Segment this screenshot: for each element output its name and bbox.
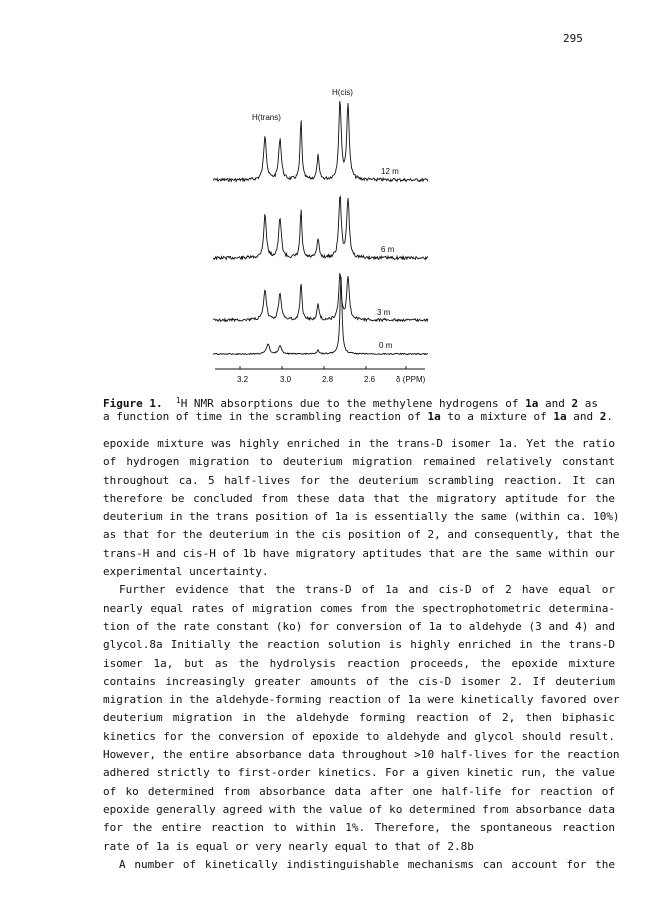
caption-compound: 1a xyxy=(427,410,441,423)
caption-compound: 2 xyxy=(571,397,579,410)
caption-word: as xyxy=(584,397,598,410)
body-line: deuterium migration in the aldehyde forming reaction of 2, then biphasic xyxy=(103,711,615,725)
body-line: migration in the aldehyde-forming reaction of 1a were kinetically favored over xyxy=(103,693,620,707)
body-line: epoxide mixture was highly enriched in the trans-D isomer 1a. Yet the ratio xyxy=(103,437,615,450)
body-line: isomer 1a, but as the hydrolysis reaction proceeds, the epoxide mixture xyxy=(103,656,615,670)
tick-label-2.8: 2.8 xyxy=(322,375,334,384)
axis-unit-label: δ (PPM) xyxy=(396,375,426,384)
peak-label-trans: H(trans) xyxy=(252,113,281,122)
tick-label-3.0: 3.0 xyxy=(280,375,292,384)
body-line: A number of kinetically indistinguishable mechanisms can account for the xyxy=(119,857,615,871)
body-line: epoxide generally agreed with the value of ko determined from absorbance data xyxy=(103,802,615,816)
body-line: rate of 1a is equal or very nearly equal to that of 2.8b xyxy=(103,839,474,853)
caption-label: Figure 1. xyxy=(103,397,163,410)
caption-compound: 1a xyxy=(525,397,539,410)
trace-label-12m: 12 m xyxy=(381,167,399,176)
body-line: nearly equal rates of migration comes from the spectrophotometric determina- xyxy=(103,601,615,615)
page-number: 295 xyxy=(563,32,583,45)
caption-compound: 2 xyxy=(599,410,607,423)
body-line: However, the entire absorbance data throughout >10 half-lives for the reaction xyxy=(103,748,620,762)
body-line: Further evidence that the trans-D of 1a and cis-D of 2 have equal or xyxy=(119,583,615,597)
caption-text-3: to a mixture of xyxy=(447,410,547,423)
nmr-figure xyxy=(0,0,663,400)
body-line: kinetics for the conversion of epoxide to aldehyde and glycol should result. xyxy=(103,729,615,743)
body-line: as that for the deuterium in the cis position of 2, and consequently, that the xyxy=(103,528,620,542)
body-line: adhered strictly to first-order kinetics. For a given kinetic run, the value xyxy=(103,766,615,780)
caption-text-1: H NMR absorptions due to the methylene hydrogens of xyxy=(180,397,519,410)
caption-word: and xyxy=(544,397,565,410)
spectrum-trace-6m xyxy=(213,197,428,260)
body-line: throughout ca. 5 half-lives for the deuterium scrambling reaction. It can xyxy=(103,473,615,487)
figure-caption xyxy=(103,397,623,423)
body-line: of ko determined from absorbance data after one half-life for reaction of xyxy=(103,784,615,798)
trace-label-6m: 6 m xyxy=(381,245,395,254)
body-line: experimental uncertainty. xyxy=(103,565,269,579)
body-line: of hydrogen migration to deuterium migration remained relatively constant xyxy=(103,455,615,469)
tick-label-3.2: 3.2 xyxy=(237,375,249,384)
body-text xyxy=(103,435,620,874)
caption-word: and xyxy=(573,410,594,423)
body-line: contains increasingly greater amounts of the cis-D isomer 2. If deuterium xyxy=(103,674,615,688)
body-line: for the entire reaction to within 1%. Therefore, the spontaneous reaction xyxy=(103,821,615,835)
spectrum-trace-3m xyxy=(213,273,428,321)
caption-sup: 1 xyxy=(175,396,181,405)
body-line: glycol.8a Initially the reaction solution is highly enriched in the trans-D xyxy=(103,638,615,652)
peak-label-cis: H(cis) xyxy=(332,88,353,97)
body-line: tion of the rate constant (ko) for conversion of 1a to aldehyde (3 and 4) and xyxy=(103,619,615,633)
tick-label-2.6: 2.6 xyxy=(364,375,376,384)
trace-label-0m: 0 m xyxy=(379,341,393,350)
body-line: therefore be concluded from these data that the migratory aptitude for the xyxy=(103,491,615,505)
caption-period: . xyxy=(606,410,613,423)
body-line: trans-H and cis-H of 1b have migratory aptitudes that are the same within our xyxy=(103,546,615,560)
trace-label-3m: 3 m xyxy=(377,308,391,317)
body-line: deuterium in the trans position of 1a is essentially the same (within ca. 10%) xyxy=(103,510,620,524)
nmr-spectra-plot xyxy=(0,0,663,400)
caption-compound: 1a xyxy=(553,410,567,423)
caption-text-2: a function of time in the scrambling reaction of xyxy=(103,410,421,423)
